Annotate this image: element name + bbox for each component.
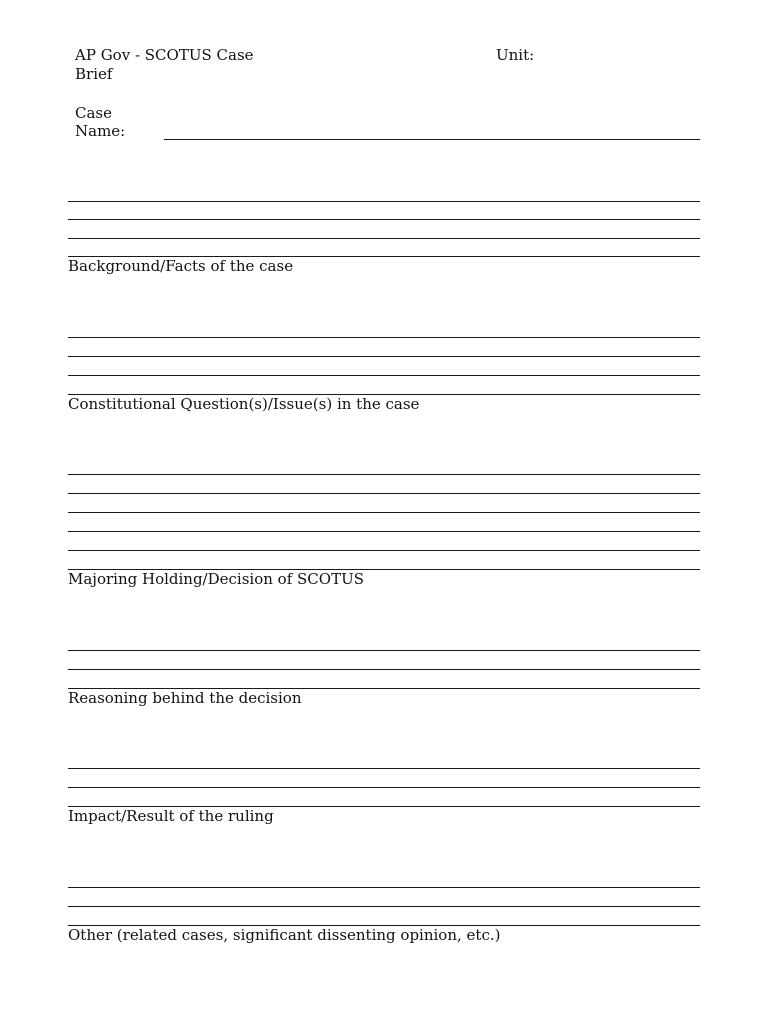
writing-line[interactable] xyxy=(68,550,700,551)
section-label-question: Constitutional Question(s)/Issue(s) in the case xyxy=(68,395,420,413)
section-label-other: Other (related cases, significant dissenting opinion, etc.) xyxy=(68,926,501,944)
writing-line[interactable] xyxy=(68,669,700,670)
case-name-label-line2: Name: xyxy=(75,122,126,140)
section-label-holding: Majoring Holding/Decision of SCOTUS xyxy=(68,570,364,588)
writing-line[interactable] xyxy=(68,337,700,338)
writing-line[interactable] xyxy=(68,650,700,651)
unit-label: Unit: xyxy=(496,46,535,64)
section-label-reasoning: Reasoning behind the decision xyxy=(68,689,302,707)
section-label-background: Background/Facts of the case xyxy=(68,257,294,275)
worksheet-title-line1: AP Gov - SCOTUS Case xyxy=(75,46,254,64)
writing-line[interactable] xyxy=(68,531,700,532)
writing-line[interactable] xyxy=(68,906,700,907)
writing-line[interactable] xyxy=(68,474,700,475)
writing-line[interactable] xyxy=(68,219,700,220)
writing-line[interactable] xyxy=(68,493,700,494)
writing-line[interactable] xyxy=(68,238,700,239)
worksheet-title-line2: Brief xyxy=(75,65,113,83)
writing-line[interactable] xyxy=(68,375,700,376)
writing-line[interactable] xyxy=(68,768,700,769)
writing-line[interactable] xyxy=(68,356,700,357)
writing-line[interactable] xyxy=(68,512,700,513)
writing-line[interactable] xyxy=(68,201,700,202)
case-name-label-line1: Case xyxy=(75,104,112,122)
case-name-input-line[interactable] xyxy=(164,139,700,140)
writing-line[interactable] xyxy=(68,787,700,788)
section-label-impact: Impact/Result of the ruling xyxy=(68,807,274,825)
writing-line[interactable] xyxy=(68,887,700,888)
